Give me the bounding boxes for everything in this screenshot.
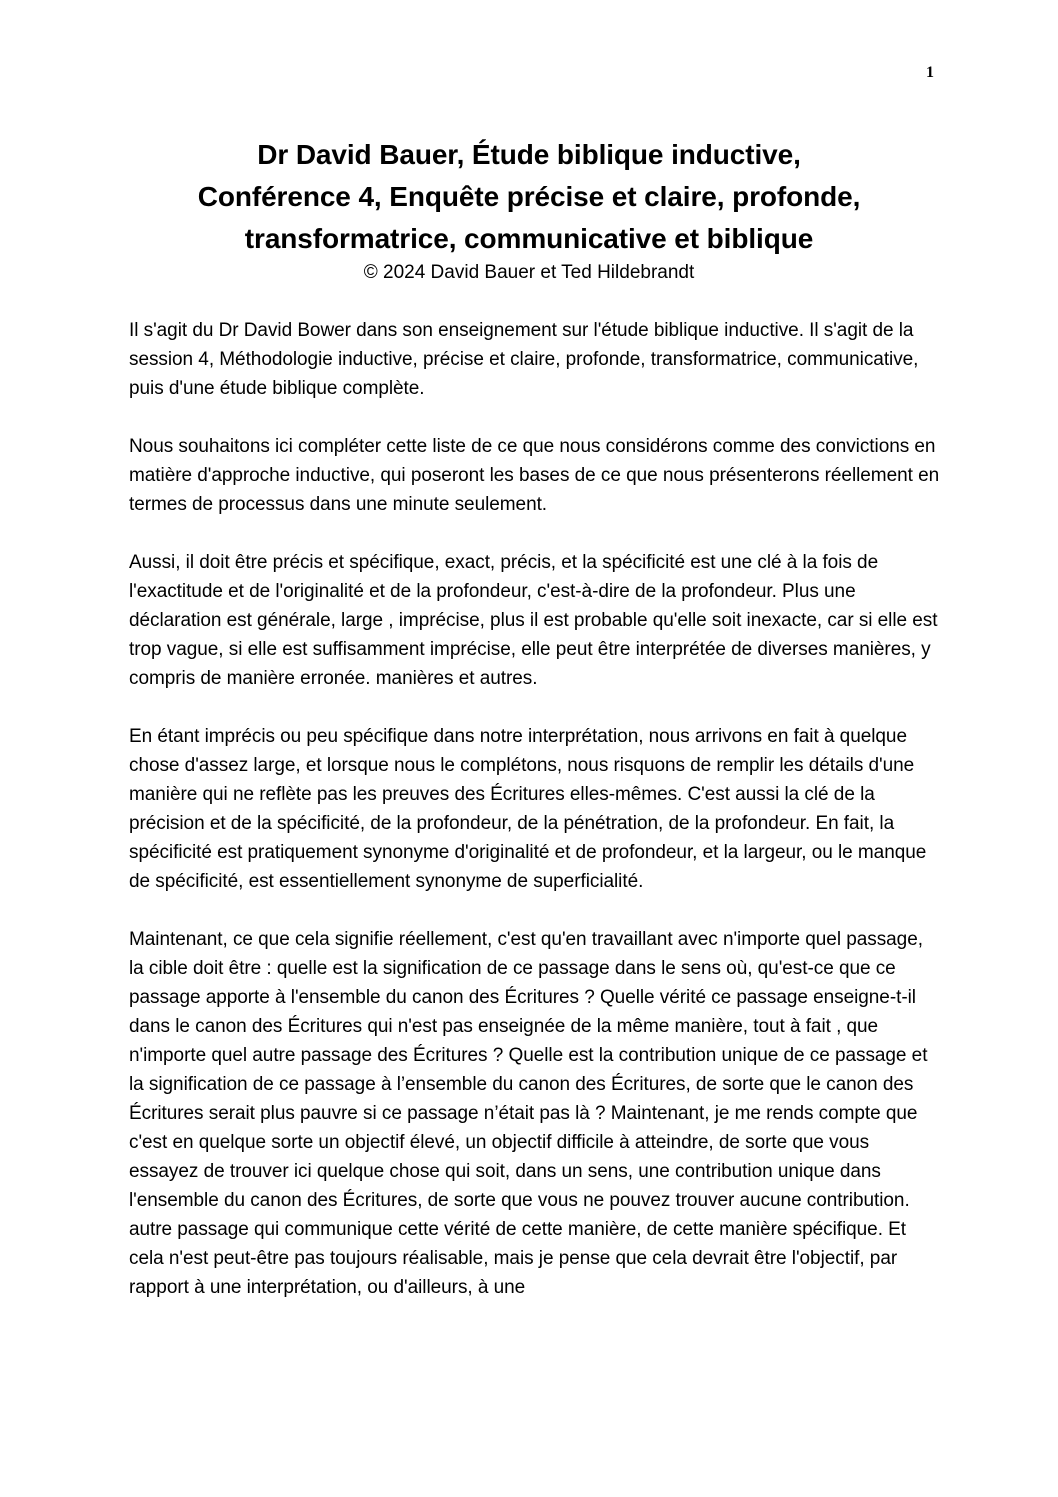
paragraph-5: Maintenant, ce que cela signifie réellement, c'est qu'en travaillant avec n'importe quel passage, la cible doit être : quelle est la signification de ce passage dans le sens où, qu'est-ce que ce passage apporte à l'ensemble du canon des Écritures ? Quelle vérité ce passage enseigne-t-il dans le canon des Écritures qui n'est pas enseignée de la même manière, tout à fait , que n'importe quel autre passage des Écritures ? Quelle est la contribution unique de ce passage et la signification de ce passage à l’ensemble du canon des Écritures, de sorte que le canon des Écritures serait plus pauvre si ce passage n’était pas là ? Maintenant, je me rends compte que c'est en quelque sorte un objectif élevé, un objectif difficile à atteindre, de sorte que vous essayez de trouver ici quelque chose qui soit, dans un sens, une contribution unique dans l'ensemble du canon des Écritures, de sorte que vous ne pouvez trouver aucune contribution. autre passage qui communique cette vérité de cette manière, de cette manière spécifique. Et cela n'est peut-être pas toujours réalisable, mais je pense que cela devrait être l'objectif, par rapport à une interprétation, ou d'ailleurs, à une xyxy=(129,929,928,1298)
paragraph-3: Aussi, il doit être précis et spécifique, exact, précis, et la spécificité est une clé à la fois de l'exactitude et de l'originalité et de la profondeur, c'est-à-dire de la profondeur. Plus une déclaration est générale, large , imprécise, plus il est probable qu'elle soit inexacte, car si elle est trop vague, si elle est suffisamment imprécise, elle peut être interprétée de diverses manières, y compris de manière erronée. manières et autres. xyxy=(129,552,938,689)
title-line-2: Conférence 4, Enquête précise et claire, profonde, xyxy=(197,181,861,212)
document-title xyxy=(128,134,930,260)
title-line-3: transformatrice, communicative et biblique xyxy=(244,223,814,254)
document-body xyxy=(129,316,941,1331)
paragraph-2: Nous souhaitons ici compléter cette liste de ce que nous considérons comme des convictions en matière d'approche inductive, qui poseront les bases de ce que nous présenterons réellement en termes de processus dans une minute seulement. xyxy=(129,436,940,515)
title-line-1: Dr David Bauer, Étude biblique inductive, xyxy=(257,139,801,170)
paragraph-1: Il s'agit du Dr David Bower dans son enseignement sur l'étude biblique inductive. Il s'agit de la session 4, Méthodologie inductive, précise et claire, profonde, transformatrice, communicative, puis d'une étude biblique complète. xyxy=(129,320,919,399)
copyright-notice: © 2024 David Bauer et Ted Hildebrandt xyxy=(363,262,695,283)
page-number: 1 xyxy=(926,64,934,81)
paragraph-4: En étant imprécis ou peu spécifique dans notre interprétation, nous arrivons en fait à quelque chose d'assez large, et lorsque nous le complétons, nous risquons de remplir les détails d'une manière qui ne reflète pas les preuves des Écritures elles-mêmes. C'est aussi la clé de la précision et de la spécificité, de la profondeur, de la pénétration, de la profondeur. En fait, la spécificité est pratiquement synonyme d'originalité et de profondeur, et la largeur, ou le manque de spécificité, est essentiellement synonyme de superficialité. xyxy=(129,726,927,892)
document-header xyxy=(128,134,930,286)
